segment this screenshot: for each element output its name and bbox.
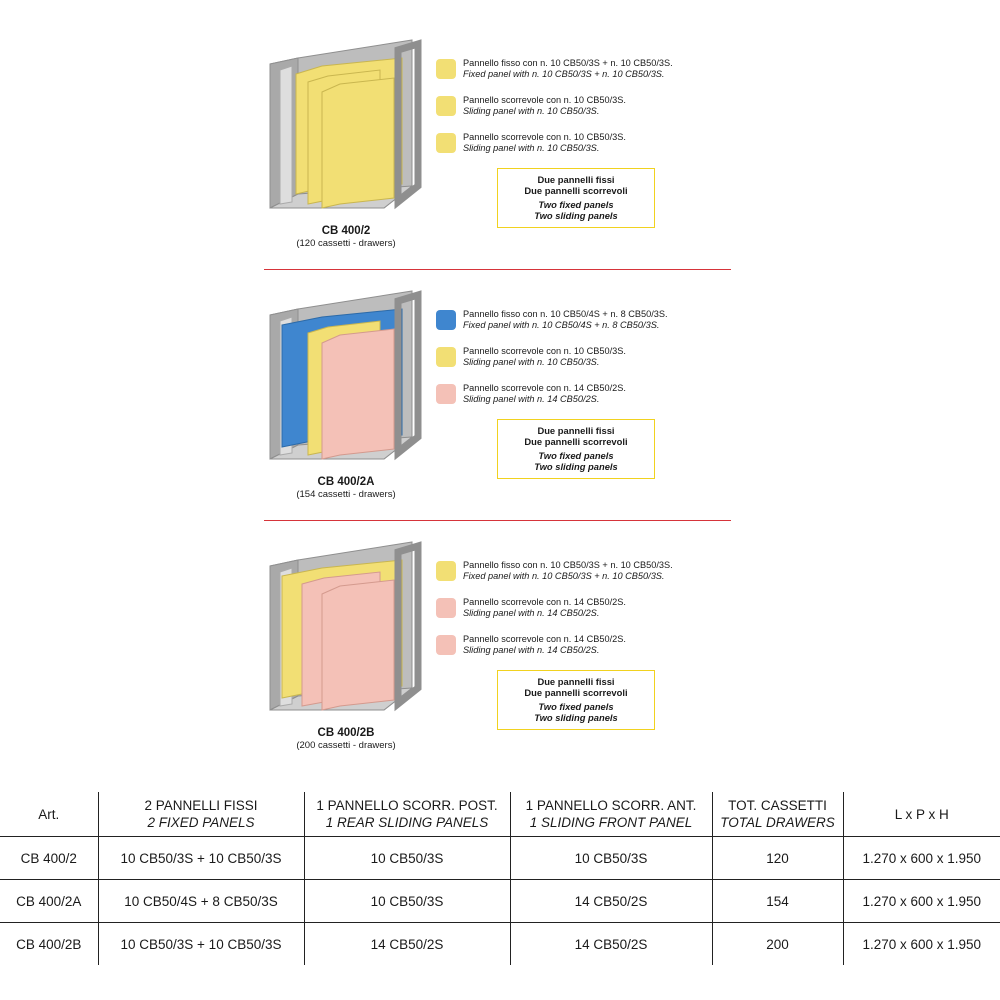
cell-article: CB 400/2B [16, 936, 82, 952]
legend-text-it: Pannello scorrevole con n. 14 CB50/2S. [463, 597, 626, 607]
color-swatch [436, 384, 456, 404]
summary-en-1: Two fixed panels [538, 199, 614, 210]
table-row [0, 880, 1000, 923]
color-swatch [436, 310, 456, 330]
cabinet-section-3 [0, 502, 1000, 752]
header-total-drawers: TOT. CASSETTI TOTAL DRAWERS [712, 792, 843, 837]
cell-fixed: 10 CB50/3S + 10 CB50/3S [98, 837, 304, 880]
summary-it-1: Due pannelli fissi [537, 174, 615, 185]
legend-item [436, 383, 736, 417]
cell-fixed: 10 CB50/4S + 8 CB50/3S [98, 880, 304, 923]
legend-text-en: Sliding panel with n. 10 CB50/3S. [463, 357, 600, 367]
cell-rear: 10 CB50/3S [304, 880, 510, 923]
model-caption [266, 225, 426, 249]
legend-text-it: Pannello scorrevole con n. 10 CB50/3S. [463, 95, 626, 105]
summary-it-2: Due pannelli scorrevoli [524, 686, 628, 698]
cabinet-section-1 [0, 0, 1000, 250]
panel-summary-box [497, 419, 655, 479]
cell-front: 14 CB50/2S [510, 880, 712, 923]
drawer-count: (154 cassetti - drawers) [296, 489, 396, 500]
cell-front: 10 CB50/3S [510, 837, 712, 880]
color-swatch [436, 133, 456, 153]
color-swatch [436, 598, 456, 618]
color-swatch [436, 347, 456, 367]
legend-item [436, 95, 736, 129]
summary-en-2: Two sliding panels [534, 711, 618, 723]
legend-text-en: Sliding panel with n. 10 CB50/3S. [463, 106, 600, 116]
legend-item [436, 132, 736, 166]
legend-text-en: Fixed panel with n. 10 CB50/3S + n. 10 CB50/3S. [463, 571, 665, 581]
legend-text-it: Pannello scorrevole con n. 10 CB50/3S. [463, 132, 626, 142]
model-name: CB 400/2 [321, 225, 371, 237]
header-article: Art. [0, 792, 98, 837]
cell-rear: 10 CB50/3S [304, 837, 510, 880]
model-caption [266, 476, 426, 500]
panel-summary-box [497, 168, 655, 228]
legend-item [436, 634, 736, 668]
summary-it-1: Due pannelli fissi [537, 425, 615, 436]
summary-it-2: Due pannelli scorrevoli [524, 435, 628, 447]
legend-item [436, 597, 736, 631]
legend-text-it: Pannello fisso con n. 10 CB50/4S + n. 8 CB50/3S. [463, 309, 668, 319]
cabinet-illustration [262, 36, 430, 226]
cell-dimensions: 1.270 x 600 x 1.950 [843, 837, 1000, 880]
summary-en-2: Two sliding panels [534, 209, 618, 221]
cell-dimensions: 1.270 x 600 x 1.950 [843, 923, 1000, 966]
cell-dimensions: 1.270 x 600 x 1.950 [843, 880, 1000, 923]
cell-article: CB 400/2 [0, 837, 98, 880]
cell-article: CB 400/2A [0, 880, 98, 923]
legend-text-it: Pannello fisso con n. 10 CB50/3S + n. 10 CB50/3S. [463, 560, 673, 570]
header-rear-sliding: 1 PANNELLO SCORR. POST. 1 REAR SLIDING PANELS [304, 792, 510, 837]
cabinet-illustration [262, 538, 430, 728]
legend-text-en: Sliding panel with n. 14 CB50/2S. [463, 608, 600, 618]
legend-text-en: Sliding panel with n. 14 CB50/2S. [463, 394, 600, 404]
legend-text-en: Sliding panel with n. 14 CB50/2S. [463, 645, 600, 655]
table-row [0, 923, 1000, 966]
cell-drawers: 154 [712, 880, 843, 923]
model-name: CB 400/2A [317, 476, 375, 488]
legend-text-en: Fixed panel with n. 10 CB50/3S + n. 10 CB50/3S. [463, 69, 665, 79]
summary-en-2: Two sliding panels [534, 460, 618, 472]
header-fixed-panels: 2 PANNELLI FISSI 2 FIXED PANELS [98, 792, 304, 837]
specification-table [0, 792, 1000, 965]
summary-it-1: Due pannelli fissi [537, 676, 615, 687]
cell-drawers: 200 [712, 923, 843, 966]
drawer-count: (200 cassetti - drawers) [296, 740, 396, 751]
header-front-sliding: 1 PANNELLO SCORR. ANT. 1 SLIDING FRONT PANEL [510, 792, 712, 837]
cabinet-section-2 [0, 251, 1000, 501]
summary-en-1: Two fixed panels [538, 701, 614, 712]
cabinet-illustration [262, 287, 430, 477]
header-dimensions: L x P x H [843, 792, 1000, 837]
legend-text-it: Pannello scorrevole con n. 10 CB50/3S. [463, 346, 626, 356]
panel-3 [322, 78, 394, 208]
legend-item [436, 58, 736, 92]
legend-text-it: Pannello fisso con n. 10 CB50/3S + n. 10 CB50/3S. [463, 58, 673, 68]
legend-text-it: Pannello scorrevole con n. 14 CB50/2S. [463, 383, 626, 393]
panel-summary-box [497, 670, 655, 730]
summary-it-2: Due pannelli scorrevoli [524, 184, 628, 196]
panel-3 [322, 329, 394, 459]
table-row [0, 837, 1000, 880]
legend-item [436, 309, 736, 343]
legend-item [436, 346, 736, 380]
cell-drawers: 120 [712, 837, 843, 880]
legend-text-it: Pannello scorrevole con n. 14 CB50/2S. [463, 634, 626, 644]
cell-rear: 14 CB50/2S [304, 923, 510, 966]
color-swatch [436, 59, 456, 79]
color-swatch [436, 96, 456, 116]
legend-item [436, 560, 736, 594]
model-name: CB 400/2B [317, 727, 375, 739]
model-caption [266, 727, 426, 751]
summary-en-1: Two fixed panels [538, 450, 614, 461]
legend-text-en: Sliding panel with n. 10 CB50/3S. [463, 143, 600, 153]
table-header-row [0, 792, 1000, 837]
cell-front: 14 CB50/2S [510, 923, 712, 966]
drawer-count: (120 cassetti - drawers) [296, 238, 396, 249]
panel-3 [322, 580, 394, 710]
color-swatch [436, 561, 456, 581]
cell-fixed: 10 CB50/3S + 10 CB50/3S [98, 923, 304, 966]
color-swatch [436, 635, 456, 655]
legend-text-en: Fixed panel with n. 10 CB50/4S + n. 8 CB50/3S. [463, 320, 660, 330]
